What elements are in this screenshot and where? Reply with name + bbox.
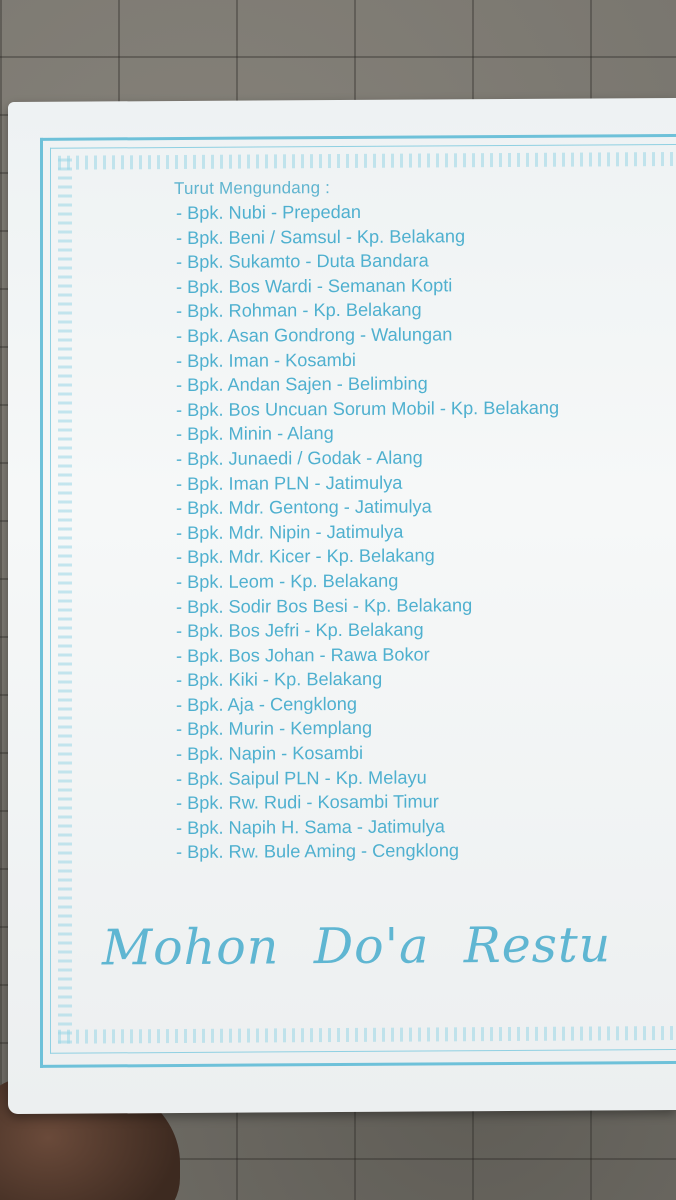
- guest-item: - Bpk. Minin - Alang: [176, 423, 334, 445]
- intro-heading: Turut Mengundang :: [174, 178, 331, 199]
- guest-item: - Bpk. Leom - Kp. Belakang: [176, 570, 399, 592]
- guest-item: - Bpk. Nubi - Prepedan: [176, 201, 362, 224]
- guest-item: - Bpk. Mdr. Kicer - Kp. Belakang: [176, 545, 435, 568]
- guest-item: - Bpk. Napih H. Sama - Jatimulya: [176, 816, 445, 838]
- guest-item: - Bpk. Rw. Rudi - Kosambi Timur: [176, 791, 439, 814]
- guest-item: - Bpk. Beni / Samsul - Kp. Belakang: [176, 225, 466, 248]
- guest-item: - Bpk. Mdr. Gentong - Jatimulya: [176, 496, 432, 519]
- guest-item: - Bpk. Kiki - Kp. Belakang: [176, 669, 383, 691]
- guest-item: - Bpk. Junaedi / Godak - Alang: [176, 447, 423, 469]
- guest-item: - Bpk. Saipul PLN - Kp. Melayu: [176, 767, 427, 789]
- lace-left: [58, 156, 72, 1044]
- guest-item: - Bpk. Murin - Kemplang: [176, 718, 373, 740]
- guest-item: - Bpk. Asan Gondrong - Walungan: [176, 324, 453, 346]
- guest-item: - Bpk. Iman PLN - Jatimulya: [176, 472, 403, 494]
- guest-item: - Bpk. Iman - Kosambi: [176, 349, 356, 371]
- guest-item: - Bpk. Sodir Bos Besi - Kp. Belakang: [176, 594, 473, 617]
- guest-item: - Bpk. Rohman - Kp. Belakang: [176, 299, 422, 322]
- guest-item: - Bpk. Andan Sajen - Belimbing: [176, 373, 428, 396]
- guest-item: - Bpk. Sukamto - Duta Bandara: [176, 250, 429, 273]
- guest-item: - Bpk. Mdr. Nipin - Jatimulya: [176, 521, 404, 543]
- lace-top: [58, 151, 676, 169]
- guest-item: - Bpk. Bos Johan - Rawa Bokor: [176, 644, 430, 666]
- guest-item: - Bpk. Bos Uncuan Sorum Mobil - Kp. Belakang: [176, 397, 560, 420]
- invitation-card: [8, 98, 676, 1114]
- guest-item: - Bpk. Rw. Bule Aming - Cengklong: [176, 840, 460, 863]
- guest-item: - Bpk. Napin - Kosambi: [176, 742, 363, 765]
- closing-script: Mohon Do'a Restu: [102, 916, 612, 977]
- guest-item: - Bpk. Bos Wardi - Semanan Kopti: [176, 275, 453, 297]
- guest-item: - Bpk. Aja - Cengklong: [176, 693, 357, 715]
- guest-list: [176, 199, 559, 865]
- guest-item: - Bpk. Bos Jefri - Kp. Belakang: [176, 619, 424, 642]
